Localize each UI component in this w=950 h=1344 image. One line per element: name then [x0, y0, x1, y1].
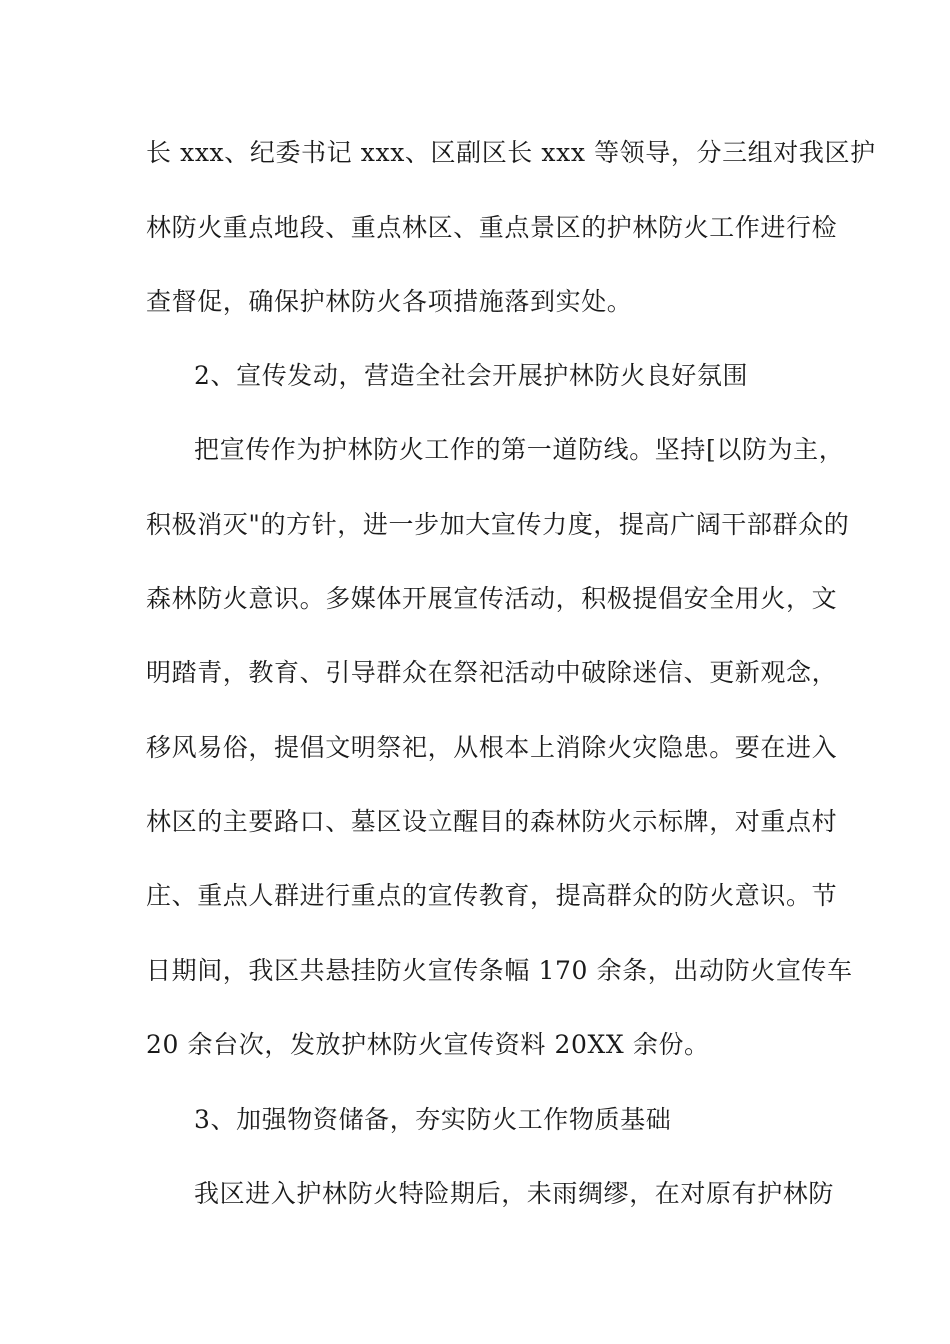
text-line: 日期间，我区共悬挂防火宣传条幅 170 余条，出动防火宣传车	[146, 956, 853, 985]
text-line: 查督促，确保护林防火各项措施落到实处。	[146, 287, 633, 316]
text-line: 林区的主要路口、墓区设立醒目的森林防火示标牌，对重点村	[146, 807, 838, 836]
text-line: 移风易俗，提倡文明祭祀，从根本上消除火灾隐患。要在进入	[146, 733, 838, 762]
section-heading: 2、宣传发动，营造全社会开展护林防火良好氛围	[194, 361, 749, 390]
text-line: 森林防火意识。多媒体开展宣传活动，积极提倡安全用火，文	[146, 584, 838, 613]
text-line: 庄、重点人群进行重点的宣传教育，提高群众的防火意识。节	[146, 881, 838, 910]
text-line: 把宣传作为护林防火工作的第一道防线。坚持[以防为主，	[194, 435, 845, 464]
text-line: 明踏青，教育、引导群众在祭祀活动中破除迷信、更新观念，	[146, 658, 838, 687]
text-line: 20 余台次，发放护林防火宣传资料 20XX 余份。	[146, 1030, 710, 1059]
text-line: 我区进入护林防火特险期后，未雨绸缪，在对原有护林防	[194, 1179, 835, 1208]
text-line: 长 xxx、纪委书记 xxx、区副区长 xxx 等领导，分三组对我区护	[146, 138, 876, 167]
text-line: 积极消灭"的方针，进一步加大宣传力度，提高广阔干部群众的	[146, 510, 850, 539]
section-heading: 3、加强物资储备，夯实防火工作物质基础	[194, 1105, 672, 1134]
text-line: 林防火重点地段、重点林区、重点景区的护林防火工作进行检	[146, 213, 838, 242]
